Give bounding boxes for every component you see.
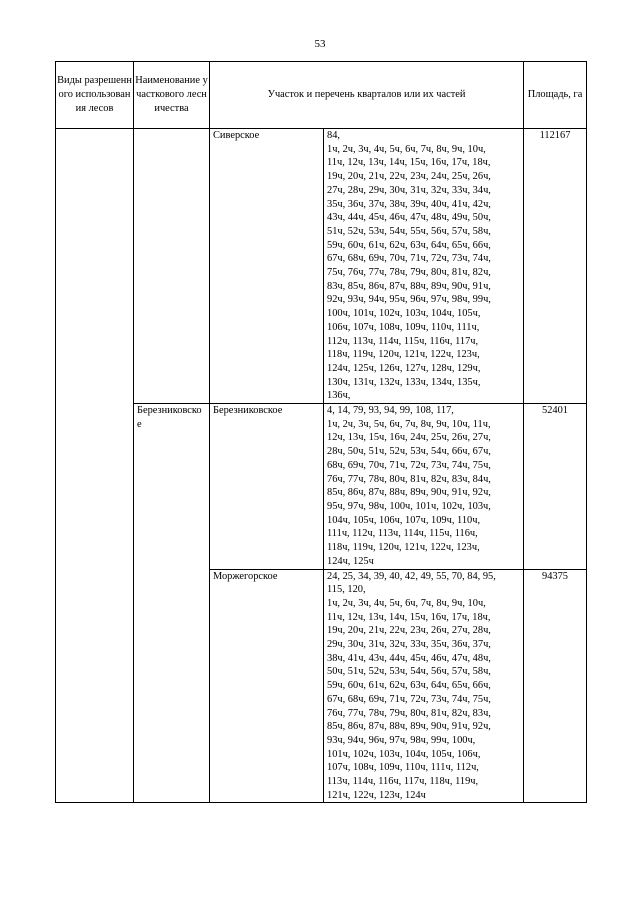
quarters-line: 24, 25, 34, 39, 40, 42, 49, 55, 70, 84, 95, [327, 570, 496, 582]
quarters-line: 111ч, 112ч, 113ч, 114ч, 115ч, 116ч, [327, 528, 478, 540]
quarters-line: 76ч, 77ч, 78ч, 79ч, 80ч, 81ч, 82ч, 83ч, [327, 707, 491, 719]
quarters-line: 83ч, 85ч, 86ч, 87ч, 88ч, 89ч, 90ч, 91ч, [327, 280, 491, 292]
quarters-line: 76ч, 77ч, 78ч, 80ч, 81ч, 82ч, 83ч, 84ч, [327, 473, 491, 485]
quarters-line: 1ч, 2ч, 3ч, 5ч, 6ч, 7ч, 8ч, 9ч, 10ч, 11ч, [327, 418, 491, 430]
quarters-line: 100ч, 101ч, 102ч, 103ч, 104ч, 105ч, [327, 308, 481, 320]
quarters-line: 75ч, 76ч, 77ч, 78ч, 79ч, 80ч, 81ч, 82ч, [327, 267, 491, 279]
quarters-line: 11ч, 12ч, 13ч, 14ч, 15ч, 16ч, 17ч, 18ч, [327, 611, 491, 623]
table-header-row [56, 62, 587, 129]
quarters-line: 124ч, 125ч, 126ч, 127ч, 128ч, 129ч, [327, 362, 481, 374]
quarters-list-cell [324, 129, 524, 404]
quarters-line: 27ч, 28ч, 29ч, 30ч, 31ч, 32ч, 33ч, 34ч, [327, 184, 491, 196]
quarters-line: 112ч, 113ч, 114ч, 115ч, 116ч, 117ч, [327, 335, 479, 347]
quarters-line: 19ч, 20ч, 21ч, 22ч, 23ч, 24ч, 25ч, 26ч, [327, 171, 491, 183]
quarters-line: 85ч, 86ч, 87ч, 88ч, 89ч, 90ч, 91ч, 92ч, [327, 721, 491, 733]
forest-use-type-cell [56, 129, 134, 803]
quarters-line: 118ч, 119ч, 120ч, 121ч, 122ч, 123ч, [327, 349, 480, 361]
quarters-line: 106ч, 107ч, 108ч, 109ч, 110ч, 111ч, [327, 321, 480, 333]
quarters-line: 4, 14, 79, 93, 94, 99, 108, 117, [327, 405, 454, 417]
forestry-name-cell: Березниковское [134, 404, 210, 803]
forest-use-table [55, 61, 587, 803]
quarters-line: 84, [327, 130, 340, 141]
quarters-line: 113ч, 114ч, 116ч, 117ч, 118ч, 119ч, [327, 776, 479, 788]
section-name-cell: Сиверское [210, 129, 324, 404]
quarters-line: 101ч, 102ч, 103ч, 104ч, 105ч, 106ч, [327, 748, 481, 760]
quarters-line: 35ч, 36ч, 37ч, 38ч, 39ч, 40ч, 41ч, 42ч, [327, 198, 491, 210]
header-forestry-name: Наименование участкового лесничества [134, 62, 210, 129]
quarters-line: 107ч, 108ч, 109ч, 110ч, 111ч, 112ч, [327, 762, 479, 774]
quarters-line: 93ч, 94ч, 96ч, 97ч, 98ч, 99ч, 100ч, [327, 734, 476, 746]
quarters-line: 136ч, [327, 390, 351, 402]
quarters-line: 68ч, 69ч, 70ч, 71ч, 72ч, 73ч, 74ч, 75ч, [327, 459, 491, 471]
header-section-quarters: Участок и перечень кварталов или их частей [210, 62, 524, 129]
area-cell: 94375 [524, 569, 587, 803]
quarters-line: 67ч, 68ч, 69ч, 70ч, 71ч, 72ч, 73ч, 74ч, [327, 253, 491, 265]
quarters-line: 118ч, 119ч, 120ч, 121ч, 122ч, 123ч, [327, 542, 480, 554]
header-forest-use-type: Виды разрешенного использования лесов [56, 62, 134, 129]
page-number: 53 [314, 38, 326, 50]
quarters-line: 115, 120, [327, 584, 366, 596]
quarters-line: 43ч, 44ч, 45ч, 46ч, 47ч, 48ч, 49ч, 50ч, [327, 212, 491, 224]
quarters-line: 29ч, 30ч, 31ч, 32ч, 33ч, 35ч, 36ч, 37ч, [327, 639, 491, 651]
quarters-line: 95ч, 97ч, 98ч, 100ч, 101ч, 102ч, 103ч, [327, 500, 491, 512]
area-cell: 52401 [524, 404, 587, 569]
quarters-line: 104ч, 105ч, 106ч, 107ч, 109ч, 110ч, [327, 514, 481, 526]
quarters-line: 50ч, 51ч, 52ч, 53ч, 54ч, 56ч, 57ч, 58ч, [327, 666, 491, 678]
quarters-line: 38ч, 41ч, 43ч, 44ч, 45ч, 46ч, 47ч, 48ч, [327, 652, 491, 664]
quarters-line: 130ч, 131ч, 132ч, 133ч, 134ч, 135ч, [327, 376, 481, 388]
quarters-line: 1ч, 2ч, 3ч, 4ч, 5ч, 6ч, 7ч, 8ч, 9ч, 10ч, [327, 143, 486, 155]
area-cell: 112167 [524, 129, 587, 404]
quarters-line: 121ч, 122ч, 123ч, 124ч [327, 789, 426, 801]
quarters-line: 12ч, 13ч, 15ч, 16ч, 24ч, 25ч, 26ч, 27ч, [327, 432, 491, 444]
table-row [56, 404, 587, 569]
quarters-line: 19ч, 20ч, 21ч, 22ч, 23ч, 26ч, 27ч, 28ч, [327, 625, 491, 637]
quarters-line: 124ч, 125ч [327, 555, 374, 567]
quarters-line: 11ч, 12ч, 13ч, 14ч, 15ч, 16ч, 17ч, 18ч, [327, 157, 491, 169]
quarters-line: 51ч, 52ч, 53ч, 54ч, 55ч, 56ч, 57ч, 58ч, [327, 225, 491, 237]
quarters-line: 59ч, 60ч, 61ч, 62ч, 63ч, 64ч, 65ч, 66ч, [327, 239, 491, 251]
header-area: Площадь, га [524, 62, 587, 129]
section-name-cell: Березниковское [210, 404, 324, 569]
forestry-name-cell [134, 129, 210, 404]
quarters-line: 59ч, 60ч, 61ч, 62ч, 63ч, 64ч, 65ч, 66ч, [327, 680, 491, 692]
quarters-line: 92ч, 93ч, 94ч, 95ч, 96ч, 97ч, 98ч, 99ч, [327, 294, 491, 306]
quarters-line: 1ч, 2ч, 3ч, 4ч, 5ч, 6ч, 7ч, 8ч, 9ч, 10ч, [327, 597, 486, 609]
quarters-list-cell [324, 569, 524, 803]
table-row [56, 129, 587, 404]
quarters-line: 67ч, 68ч, 69ч, 71ч, 72ч, 73ч, 74ч, 75ч, [327, 693, 491, 705]
section-name-cell: Моржегорское [210, 569, 324, 803]
quarters-list-cell [324, 404, 524, 569]
quarters-line: 28ч, 50ч, 51ч, 52ч, 53ч, 54ч, 66ч, 67ч, [327, 446, 491, 458]
quarters-line: 85ч, 86ч, 87ч, 88ч, 89ч, 90ч, 91ч, 92ч, [327, 487, 491, 499]
